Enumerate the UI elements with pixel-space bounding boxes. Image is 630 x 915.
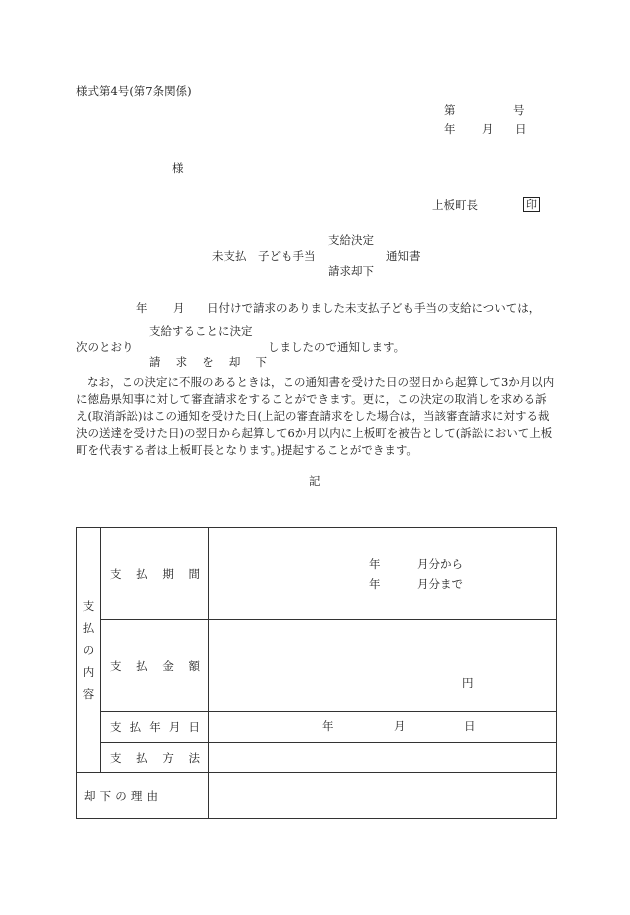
notice-paragraph: なお，この決定に不服のあるときは，この通知書を受けた日の翌日から起算して3か月以内に徳島県知事に対して審査請求をすることができます。更に，この決定の取消しを求める訴え(取消訴訟)はこの通知を受けた日(上記の審査請求をした場合は，当該審査請求に対する裁決の送達を受けた日)の翌日から起算して6か月以内に上板町を被告として(訴訟において上板町を代表する者は上板町長となります。)提起することができます。 bbox=[76, 375, 555, 457]
period-label-cell bbox=[101, 528, 209, 620]
body-prefix: 次のとおり bbox=[76, 340, 134, 354]
method-label-cell bbox=[101, 743, 209, 773]
issuer-name: 上板町長 bbox=[432, 198, 478, 212]
amount-value-cell bbox=[209, 620, 557, 712]
body-month: 月 bbox=[173, 301, 185, 315]
date-day: 日 bbox=[515, 122, 527, 136]
method-value-cell bbox=[209, 743, 557, 773]
period-to-month: 月分まで bbox=[417, 577, 463, 591]
method-label: 支 払 方 法 bbox=[110, 750, 200, 765]
title-main: 未支払 子ども手当 bbox=[212, 249, 316, 263]
body-year: 年 bbox=[136, 301, 148, 315]
period-value-cell bbox=[209, 528, 557, 620]
title-option-bottom: 請求却下 bbox=[328, 264, 374, 278]
period-from-year: 年 bbox=[369, 557, 381, 571]
period-label: 支 払 期 間 bbox=[110, 566, 200, 581]
ki-heading: 記 bbox=[309, 474, 321, 488]
addressee-honorific: 様 bbox=[172, 161, 184, 175]
number-suffix: 号 bbox=[513, 103, 525, 117]
title-doc-type: 通知書 bbox=[386, 249, 421, 263]
date-year: 年 bbox=[444, 122, 456, 136]
pay-date-year: 年 bbox=[322, 719, 334, 733]
date-label-cell bbox=[101, 712, 209, 743]
date-value-cell bbox=[209, 712, 557, 743]
rejection-value-cell bbox=[209, 773, 557, 819]
period-from-month: 月分から bbox=[417, 557, 463, 571]
seal-stamp: 印 bbox=[523, 197, 540, 212]
number-prefix: 第 bbox=[444, 103, 456, 117]
pay-date-day: 日 bbox=[464, 719, 476, 733]
group-label: 支 払 の 内 容 bbox=[82, 599, 95, 701]
form-id: 様式第4号(第7条関係) bbox=[76, 84, 192, 98]
body-suffix: しましたので通知します。 bbox=[268, 340, 406, 354]
body-choice-top: 支給することに決定 bbox=[149, 324, 253, 338]
title-option-top: 支給決定 bbox=[328, 233, 374, 247]
rejection-label-cell bbox=[77, 773, 209, 819]
date-label: 支 払 年 月 日 bbox=[110, 720, 200, 734]
pay-date-month: 月 bbox=[394, 719, 406, 733]
group-label-cell bbox=[77, 528, 101, 773]
body-line1-text: 日付けで請求のありました未支払子ども手当の支給については， bbox=[207, 301, 541, 315]
period-to-year: 年 bbox=[369, 577, 381, 591]
body-choice-bottom: 請 求 を 却 下 bbox=[149, 355, 267, 369]
amount-unit: 円 bbox=[462, 676, 474, 690]
amount-label: 支 払 金 額 bbox=[110, 658, 200, 673]
date-month: 月 bbox=[482, 122, 494, 136]
rejection-label: 却 下 の 理 由 bbox=[84, 788, 158, 803]
payment-table bbox=[76, 527, 557, 819]
amount-label-cell bbox=[101, 620, 209, 712]
